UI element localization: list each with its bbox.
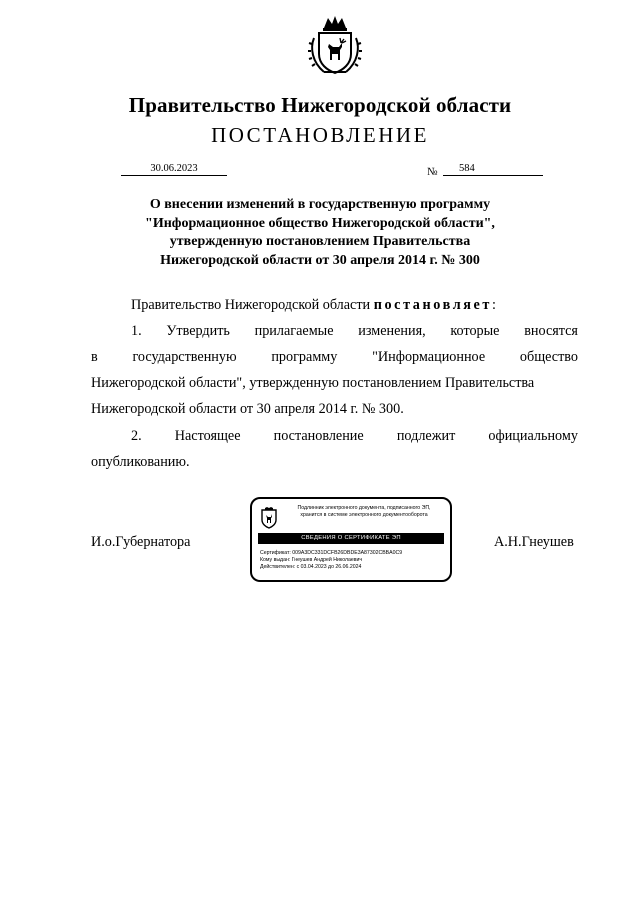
document-date: 30.06.2023 — [121, 163, 227, 176]
stamp-note-line: Подлинник электронного документа, подписанного ЭП, — [297, 505, 431, 511]
word: изменения, — [358, 323, 426, 339]
word: государственную — [132, 349, 237, 365]
document-number: 584 — [443, 163, 543, 176]
word: Настоящее — [174, 428, 241, 444]
stamp-validity: Действителен: с 03.04.2023 до 26.06.2024 — [260, 564, 362, 570]
electronic-signature-stamp — [250, 497, 452, 582]
coat-of-arms-icon — [304, 14, 366, 78]
coat-of-arms-small-icon — [261, 507, 277, 529]
item2-line2: опубликованию. — [91, 454, 190, 470]
subject-line: "Информационное общество Нижегородской области", — [145, 215, 495, 231]
document-type: ПОСТАНОВЛЕНИЕ — [211, 123, 429, 147]
intro-suffix: : — [492, 297, 496, 313]
item1-line1 — [131, 323, 578, 340]
word: Утвердить — [166, 323, 230, 339]
intro-verb: постановляет — [373, 297, 492, 313]
stamp-header: СВЕДЕНИЯ О СЕРТИФИКАТЕ ЭП — [258, 533, 444, 544]
document-subject — [0, 196, 640, 270]
word: подлежит — [396, 428, 456, 444]
word: "Информационное — [372, 349, 486, 365]
number-sign: № — [427, 166, 438, 178]
signatory-position: И.о.Губернатора — [91, 534, 191, 550]
subject-line: О внесении изменений в государственную программу — [149, 197, 491, 212]
word: официальному — [488, 428, 578, 444]
word: прилагаемые — [254, 323, 334, 339]
word: постановление — [273, 428, 364, 444]
word: общество — [519, 349, 578, 365]
intro-prefix: Правительство Нижегородской области — [131, 297, 371, 313]
intro-paragraph — [131, 297, 578, 314]
stamp-certificate: Сертификат: 009A3DC331DCFB26DBDE3A87302CBBA0C9 — [260, 550, 403, 556]
item1-line4: Нижегородской области от 30 апреля 2014 г. № 300. — [91, 401, 404, 417]
subject-line: утвержденную постановлением Правительства — [169, 234, 471, 249]
word: в — [91, 349, 98, 365]
subject-line: Нижегородской области от 30 апреля 2014 г. № 300 — [160, 252, 480, 268]
word: программу — [271, 349, 338, 365]
signatory-name: А.Н.Гнеушев — [494, 534, 574, 550]
item2-line1 — [131, 428, 578, 445]
word: 1. — [131, 323, 142, 339]
item1-line2 — [91, 349, 578, 366]
stamp-note-line: хранится в системе электронного документооборота — [300, 512, 428, 518]
word: 2. — [131, 428, 142, 444]
government-name: Правительство Нижегородской области — [128, 93, 512, 117]
word: вносятся — [524, 323, 578, 339]
word: которые — [450, 323, 500, 339]
item1-line3: Нижегородской области", утвержденную постановлением Правительства — [91, 375, 535, 391]
stamp-issued-to: Кому выдан: Гнеушев Андрей Николаевич — [260, 557, 363, 563]
stamp-note — [280, 505, 448, 519]
